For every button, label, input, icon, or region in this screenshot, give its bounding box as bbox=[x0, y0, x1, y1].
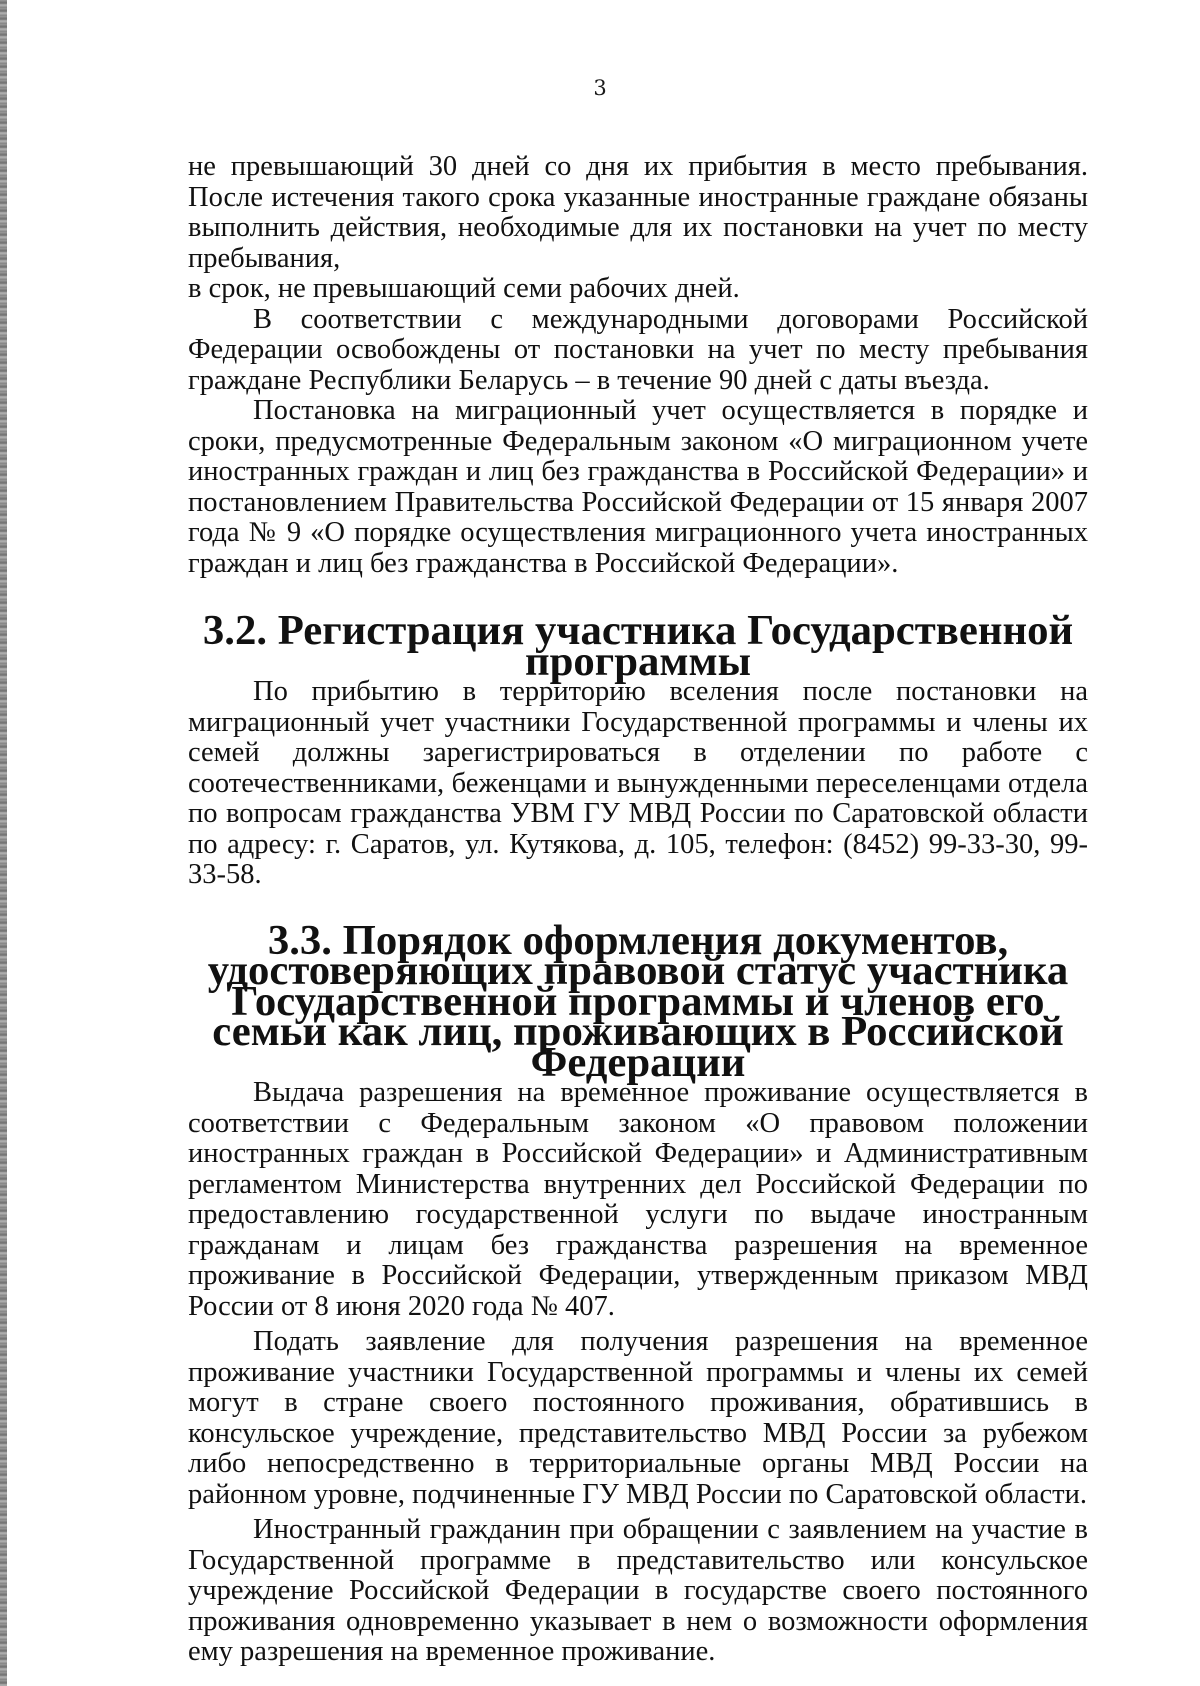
section-title-registration: 3.2. Регистрация участника Государственной программы bbox=[202, 607, 1074, 685]
document-body bbox=[188, 152, 1088, 1668]
paragraph-registration-address: По прибытию в территорию вселения после постановки на миграционный учет участники Государственной программы и члены их семей должны зарегистрироваться в отделении по работе с соотечественниками, беженцами и вынужденными переселенцами отдела по вопросам гражданства УВМ ГУ МВД России по Саратовской области по адресу: г. Саратов, ул. Кутякова, д. 105, телефон: (8452) 99-33-30, 99-33-58. bbox=[188, 676, 1088, 890]
paragraph-working-days: в срок, не превышающий семи рабочих дней. bbox=[188, 273, 740, 304]
paragraph-stay-period: не превышающий 30 дней со дня их прибытия в место пребывания. После истечения такого срока указанные иностранные граждане обязаны выполнить действия, необходимые для их постановки на учет по месту пребывания, bbox=[188, 151, 1088, 274]
page-number: 3 bbox=[593, 76, 607, 100]
paragraph-application: Подать заявление для получения разрешения на временное проживание участники Государственной программы и члены их семей могут в стране своего постоянного проживания, обратившись в консульское учреждение, представительство МВД России за рубежом либо непосредственно в территориальные органы МВД России на районном уровне, подчиненные ГУ МВД России по Саратовской области. bbox=[188, 1326, 1088, 1510]
section-title-documents: 3.3. Порядок оформления документов, удостоверяющих правовой статус участника Государственной программы и членов его семьи как лиц, проживающих в Российской Федерации bbox=[207, 916, 1069, 1086]
paragraph-belarus-exemption: В соответствии с международными договорами Российской Федерации освобождены от постановки на учет по месту пребывания граждане Республики Беларусь – в течение 90 дней с даты въезда. bbox=[188, 303, 1088, 396]
paragraph-foreign-citizen: Иностранный гражданин при обращении с заявлением на участие в Государственной программе в представительство или консульское учреждение Российской Федерации в государстве своего постоянного проживания одновременно указывает в нем о возможности оформления ему разрешения на временное проживание. bbox=[188, 1514, 1088, 1667]
paragraph-temporary-residence: Выдача разрешения на временное проживание осуществляется в соответствии с Федеральным законом «О правовом положении иностранных граждан в Российской Федерации» и Административным регламентом Министерства внутренних дел Российской Федерации по предоставлению государственной услуги по выдаче иностранным гражданам и лицам без гражданства разрешения на временное проживание в Российской Федерации, утвержденным приказом МВД России от 8 июня 2020 года № 407. bbox=[188, 1077, 1088, 1322]
paragraph-migration-registration: Постановка на миграционный учет осуществляется в порядке и сроки, предусмотренные Федеральным законом «О миграционном учете иностранных граждан и лиц без гражданства в Российской Федерации» и постановлением Правительства Российской Федерации от 15 января 2007 года № 9 «О порядке осуществления миграционного учета иностранных граждан и лиц без гражданства в Российской Федерации». bbox=[188, 395, 1088, 579]
